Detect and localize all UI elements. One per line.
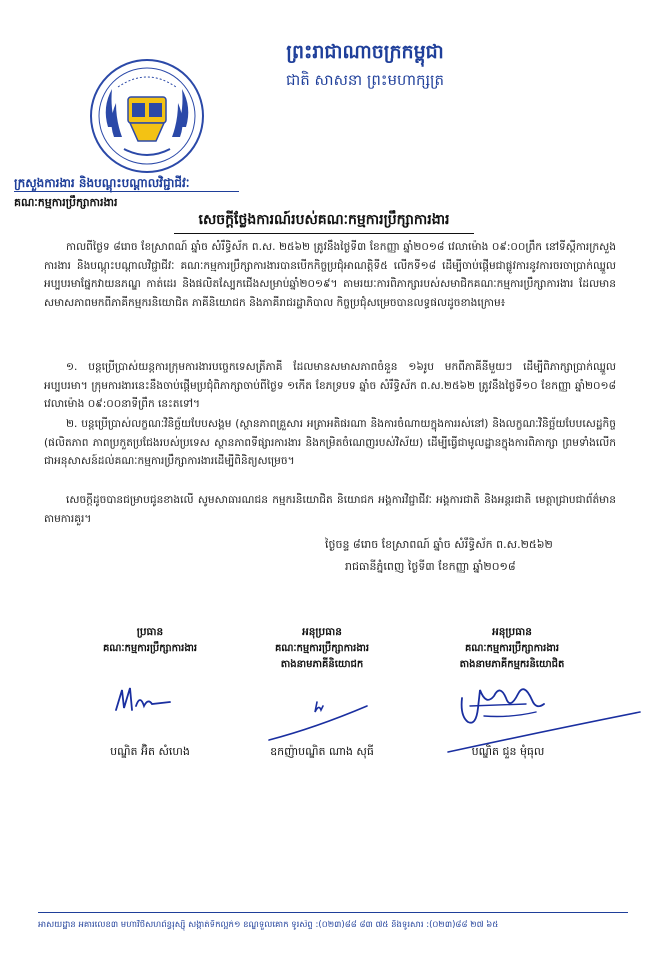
signature-role: ប្រធាន (136, 626, 164, 638)
signatory-name-chair: បណ្ឌិត អ៊ិត សំហេង (110, 745, 190, 758)
signature-org: គណៈកម្មការប្រឹក្សាការងារ (274, 643, 370, 654)
handwritten-signature-1 (110, 680, 180, 720)
date-lunar: ថ្ងៃចន្ទ ៨រោច ខែស្រាពណ៍ ឆ្នាំច សំរឹទ្ធិស័ក ព.ស.២៥៦២ (325, 538, 553, 551)
handwritten-signature-3 (440, 676, 645, 756)
ministry-name: ក្រសួងការងារ និងបណ្តុះបណ្តាលវិជ្ជាជីវៈ (14, 176, 190, 190)
committee-name: គណៈកម្មការប្រឹក្សាការងារ (14, 196, 118, 209)
ministry-underline (14, 191, 239, 192)
body-paragraph-2: ១. បន្តប្រើប្រាស់យន្តការក្រុមការងារបច្ចេកទេសត្រីភាគី ដែលមានសមាសភាពចំនួន ១៦រូប មកពីភាគីនីមួយៗ ដើម្បីពិភាក្សាប្រាក់ឈ្នួលអប្បបរមា។ ក្រុមការងារនេះនឹងចាប់ផ្តើមប្រជុំពិភាក្សាចាប់ពីថ្ងៃទ ១កើត ខែភទ្របទ ឆ្នាំច សំរឹទ្ធិស័ក ព.ស.២៥៦២ ត្រូវនឹងថ្ងៃទី១០ ខែកញ្ញា ឆ្នាំ២០១៨ វេលាម៉ោង ០៩:០០នាទីព្រឹក នេះតទៅ។ (44, 361, 616, 411)
body-paragraph-1: កាលពីថ្ងៃទ ៨រោច ខែស្រាពណ៍ ឆ្នាំច សំរឹទ្ធិស័ក ព.ស. ២៥៦២ ត្រូវនឹងថ្ងៃទី៣ ខែកញ្ញា ឆ្នាំ២០១៨ វេលាម៉ោង ០៩:០០ព្រឹក នៅទីស្តីការក្រសួងការងារ និងបណ្តុះបណ្តាលវិជ្ជាជីវៈ គណៈកម្មការប្រឹក្សាការងារបានបើកកិច្ចប្រជុំអាណត្តិទី៥ លើកទី១៨ ដើម្បីចាប់ផ្តើមជាផ្លូវការនូវការចរចាប្រាក់ឈ្នួលអប្បបរមាផ្នែកវាយនភណ្ឌ កាត់ដេរ និងផលិតស្បែកជើងសម្រាប់ឆ្នាំ២០១៩។ តាមរយៈការពិភាក្សារបស់សមាជិកគណៈកម្មការប្រឹក្សាការងារ ដែលមានសមាសភាពមកពីភាគីកម្មករនិយោជិត ភាគីនិយោជក និងភាគីរាជរដ្ឋាភិបាល កិច្ចប្រជុំសម្រេចបានលទ្ធផលដូចខាងក្រោម៖ (44, 241, 616, 309)
body-paragraph-4: សេចក្តីដូចបានជម្រាបជូនខាងលើ សូមសាធារណជន កម្មករនិយោជិត និយោជក អង្គការវិជ្ជាជីវៈ អង្គការជាតិ និងអន្តរជាតិ មេត្តាជ្រាបជាព័ត៌មានតាមការគួរ។ (44, 494, 616, 525)
date-solar: រាជធានីភ្នំពេញ ថ្ងៃទី៣ ខែកញ្ញា ឆ្នាំ២០១៨ (345, 560, 516, 573)
footer-address: អាសយដ្ឋាន អគារលេខ៣ មហាវិថីសហព័ន្ធរុស្ស៊ី សង្កាត់ទឹកល្អក់១ ខណ្ឌទួលគោក ទូរស័ព្ទ :(០២៣)៨៨ ៨៣ ៧៥ និងទូរសារ :(០២៣)៨៨ ២៧ ៦៥ (38, 920, 499, 930)
signature-block-chair (50, 626, 250, 657)
signature-org: គណៈកម្មការប្រឹក្សាការងារ (464, 643, 560, 654)
signature-org: គណៈកម្មការប្រឹក្សាការងារ (102, 643, 198, 654)
signature-role: អនុប្រធាន (302, 626, 342, 638)
body-paragraph-3: ២. បន្តប្រើប្រាស់លក្ខណៈវិនិច្ឆ័យបែបសង្គម (ស្ថានភាពគ្រួសារ អត្រាអតិផរណា និងការចំណាយក្នុងការរស់នៅ) និងលក្ខណៈវិនិច្ឆ័យបែបសេដ្ឋកិច្ច (ផលិតភាព ភាពប្រកួតប្រជែងរបស់ប្រទេស ស្ថានភាពទីផ្សារការងារ និងកម្រិតចំណេញរបស់វិស័យ) ដើម្បីធ្វើជាមូលដ្ឋានក្នុងការពិភាក្សា ព្រមទាំងលើកជាអនុសាសន៍ដល់គណៈកម្មការប្រឹក្សាការងារដើម្បីពិនិត្យសម្រេច។ (44, 418, 616, 468)
footer-divider (38, 912, 628, 913)
signature-block-vice-chair-employer (222, 626, 422, 673)
ministry-logo (88, 57, 206, 175)
signature-role: អនុប្រធាន (492, 626, 532, 638)
signatory-name-worker: បណ្ឌិត ជួន មុំធុល (471, 745, 545, 758)
national-motto: ជាតិ សាសនា ព្រះមហាក្សត្រ (285, 71, 445, 89)
kingdom-heading: ព្រះរាជាណាចក្រកម្ពុជា (286, 41, 444, 63)
signatory-name-employer: ឧកញ៉ាបណ្ឌិត ណាង សុធី (270, 745, 374, 758)
handwritten-signature-2 (255, 688, 375, 748)
signature-org-side: តាងនាមភាគីកម្មករនិយោជិត (459, 659, 565, 670)
signature-org-side: តាងនាមភាគីនិយោជក (280, 659, 364, 670)
document-title: សេចក្តីថ្លែងការណ៍របស់គណៈកម្មការប្រឹក្សាការងារ (174, 210, 474, 234)
signature-block-vice-chair-worker (412, 626, 612, 673)
